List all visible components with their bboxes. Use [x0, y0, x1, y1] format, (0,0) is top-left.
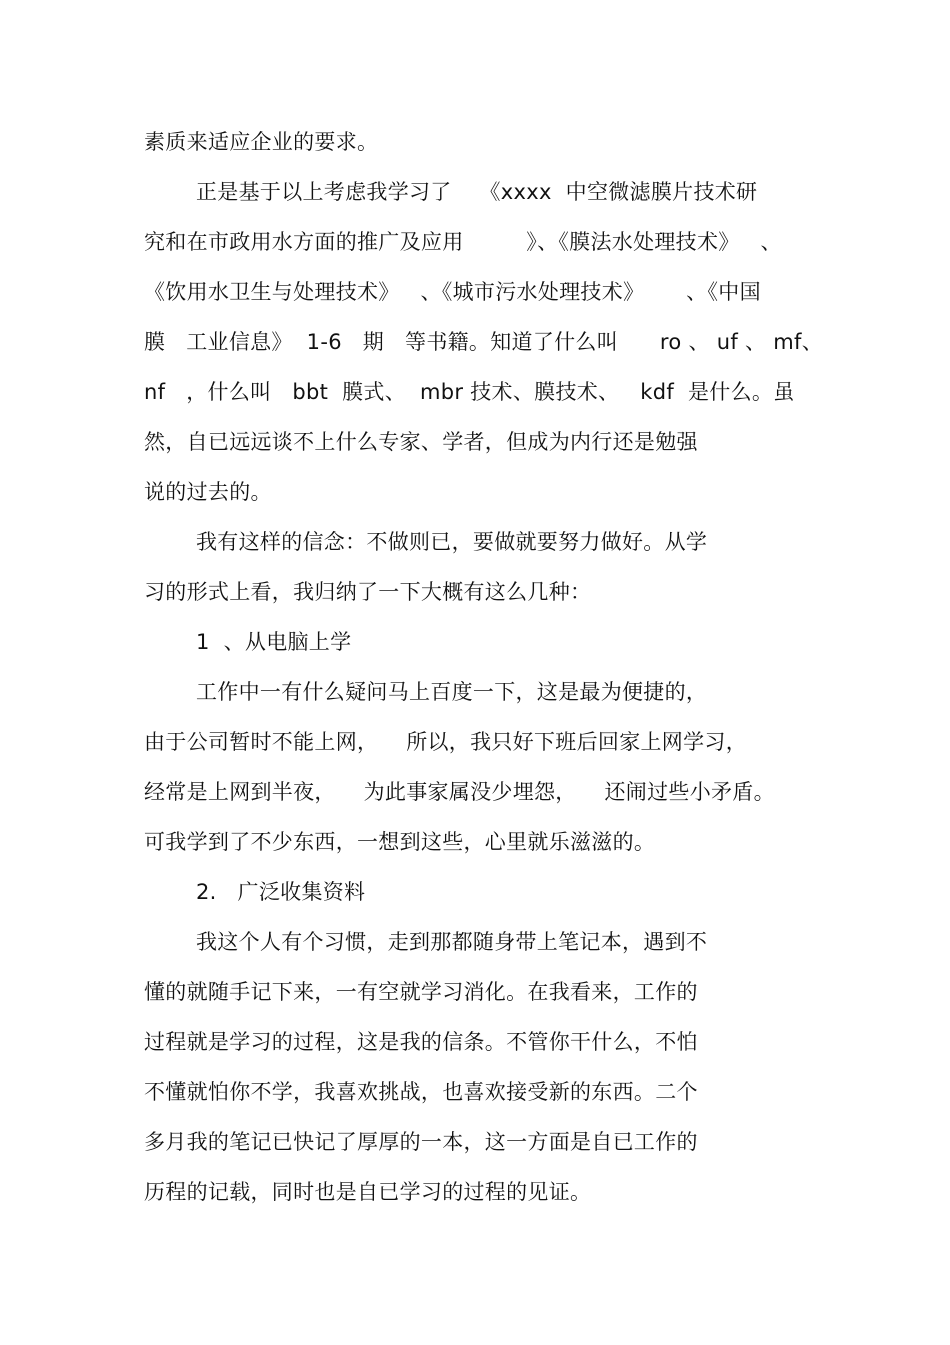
text-line: 经常是上网到半夜， 为此事家属没少埋怨， 还闹过些小矛盾。	[144, 780, 775, 804]
text-line: 过程就是学习的过程，这是我的信条。不管你干什么，不怕	[144, 1030, 698, 1054]
text-line: 习的形式上看，我归纳了一下大概有这么几种：	[144, 580, 592, 604]
section-heading: 1 、从电脑上学	[196, 630, 352, 654]
text-line: 我有这样的信念：不做则已，要做就要努力做好。从学	[196, 530, 708, 554]
section-heading: 2. 广泛收集资料	[196, 880, 366, 904]
text-line: 工作中一有什么疑问马上百度一下，这是最为便捷的，	[196, 680, 708, 704]
text-line: nf ，什么叫 bbt 膜式、 mbr 技术、膜技术、 kdf 是什么。虽	[144, 380, 795, 404]
text-line: 然，自已远远谈不上什么专家、学者，但成为内行还是勉强	[144, 430, 698, 454]
text-line: 懂的就随手记下来，一有空就学习消化。在我看来，工作的	[144, 980, 698, 1004]
text-line: 由于公司暂时不能上网， 所以，我只好下班后回家上网学习，	[144, 730, 747, 754]
text-line: 我这个人有个习惯，走到那都随身带上笔记本，遇到不	[196, 930, 708, 954]
text-line: 历程的记载，同时也是自已学习的过程的见证。	[144, 1180, 592, 1204]
text-line: 素质来适应企业的要求。	[144, 130, 379, 154]
text-line: 究和在市政用水方面的推广及应用 》、《膜法水处理技术》 、	[144, 230, 782, 254]
text-line: 膜 工业信息》 1-6 期 等书籍。知道了什么叫 ro 、 uf 、 mf、	[144, 330, 824, 354]
text-line: 不懂就怕你不学，我喜欢挑战，也喜欢接受新的东西。二个	[144, 1080, 698, 1104]
text-line: 多月我的笔记已快记了厚厚的一本，这一方面是自已工作的	[144, 1130, 698, 1154]
text-line: 《饮用水卫生与处理技术》 、《城市污水处理技术》 、《中国	[144, 280, 761, 304]
text-line: 说的过去的。	[144, 480, 272, 504]
text-line: 正是基于以上考虑我学习了 《xxxx 中空微滤膜片技术研	[196, 180, 758, 204]
text-line: 可我学到了不少东西，一想到这些，心里就乐滋滋的。	[144, 830, 656, 854]
